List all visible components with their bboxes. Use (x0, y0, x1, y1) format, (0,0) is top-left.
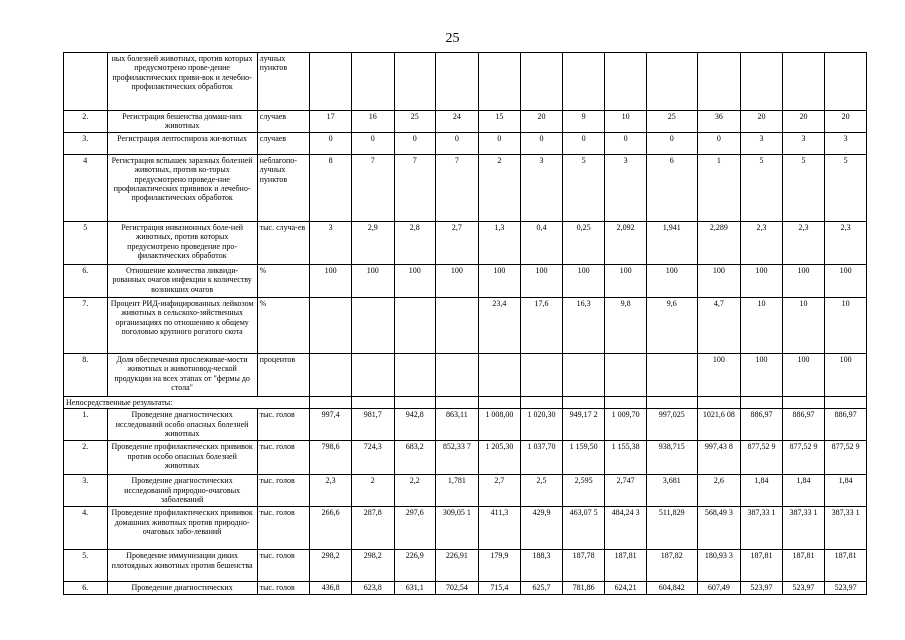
value-cell: 100 (521, 264, 563, 297)
value-cell: 100 (605, 264, 647, 297)
value-cell (351, 53, 394, 111)
value-cell (605, 53, 647, 111)
value-cell: 297,6 (394, 507, 436, 550)
value-cell: 1 008,00 (478, 409, 521, 441)
value-cell (310, 297, 352, 353)
value-cell: 0 (478, 132, 521, 154)
value-cell (478, 53, 521, 111)
value-cell: 0 (394, 132, 436, 154)
value-cell: 5 (741, 154, 783, 221)
value-cell: 3,681 (646, 475, 697, 507)
value-cell: 9 (562, 111, 605, 133)
indicators-table (63, 52, 867, 595)
value-cell: 886,97 (782, 409, 825, 441)
value-cell: 1,941 (646, 221, 697, 264)
value-cell: 36 (697, 111, 741, 133)
table-row (64, 53, 867, 111)
value-cell: 877,52 9 (825, 441, 867, 475)
value-cell: 1 (697, 154, 741, 221)
value-cell: 5 (782, 154, 825, 221)
value-cell: 3 (741, 132, 783, 154)
unit-of-measure: процентов (257, 353, 310, 396)
unit-of-measure: % (257, 297, 310, 353)
value-cell: 0 (697, 132, 741, 154)
value-cell: 2,289 (697, 221, 741, 264)
value-cell: 187,82 (646, 550, 697, 582)
value-cell: 100 (394, 264, 436, 297)
row-number: 7. (64, 297, 108, 353)
value-cell: 187,81 (782, 550, 825, 582)
value-cell: 523,97 (825, 582, 867, 594)
value-cell: 1021,6 08 (697, 409, 741, 441)
value-cell: 1,781 (436, 475, 479, 507)
value-cell: 2,7 (436, 221, 479, 264)
value-cell: 0 (605, 132, 647, 154)
value-cell: 3 (825, 132, 867, 154)
value-cell: 2 (478, 154, 521, 221)
value-cell: 100 (825, 264, 867, 297)
unit-of-measure: % (257, 264, 310, 297)
value-cell: 625,7 (521, 582, 563, 594)
value-cell (394, 53, 436, 111)
row-number: 1. (64, 409, 108, 441)
value-cell: 20 (782, 111, 825, 133)
indicator-name: Регистрация лептоспироза жи-вотных (107, 132, 257, 154)
value-cell (436, 297, 479, 353)
table-row (64, 550, 867, 582)
indicator-name: Проведение диагностических исследований особо опасных болезней животных (107, 409, 257, 441)
value-cell: 100 (741, 264, 783, 297)
value-cell: 781,86 (562, 582, 605, 594)
unit-of-measure: тыс. голов (257, 475, 310, 507)
value-cell: 997,4 (310, 409, 352, 441)
value-cell: 16,3 (562, 297, 605, 353)
value-cell (646, 53, 697, 111)
value-cell: 7 (436, 154, 479, 221)
value-cell: 100 (782, 264, 825, 297)
indicator-name: Регистрация инвазионных боле-ней животных, против которых предусмотрено проведение про-филактических обработок (107, 221, 257, 264)
unit-of-measure: тыс. голов (257, 550, 310, 582)
value-cell (697, 53, 741, 111)
value-cell: 523,97 (782, 582, 825, 594)
table-row (64, 264, 867, 297)
value-cell: 683,2 (394, 441, 436, 475)
table-row (64, 154, 867, 221)
value-cell (562, 353, 605, 396)
value-cell: 10 (605, 111, 647, 133)
value-cell: 715,4 (478, 582, 521, 594)
value-cell (436, 353, 479, 396)
value-cell (521, 53, 563, 111)
table-row (64, 507, 867, 550)
value-cell: 877,52 9 (782, 441, 825, 475)
value-cell: 5 (562, 154, 605, 221)
row-number: 3. (64, 132, 108, 154)
value-cell: 266,6 (310, 507, 352, 550)
value-cell: 100 (646, 264, 697, 297)
value-cell: 100 (697, 353, 741, 396)
value-cell: 2 (351, 475, 394, 507)
value-cell: 886,97 (825, 409, 867, 441)
value-cell: 2,3 (782, 221, 825, 264)
table-row (64, 582, 867, 594)
value-cell: 604,842 (646, 582, 697, 594)
indicator-name: Регистрация вспышек заразных болезней животных, против ко-торых предусмотрено проведе-ние профилактических прививок и лечебно-профилактических обработок (107, 154, 257, 221)
value-cell: 387,33 1 (782, 507, 825, 550)
value-cell (605, 353, 647, 396)
value-cell (394, 353, 436, 396)
value-cell: 100 (562, 264, 605, 297)
value-cell: 9,6 (646, 297, 697, 353)
table-row (64, 221, 867, 264)
value-cell: 100 (351, 264, 394, 297)
row-number: 2. (64, 441, 108, 475)
value-cell: 863,11 (436, 409, 479, 441)
row-number: 8. (64, 353, 108, 396)
row-number: 3. (64, 475, 108, 507)
row-number: 6. (64, 264, 108, 297)
value-cell: 187,78 (562, 550, 605, 582)
indicator-name: Отношение количества ликвиди-рованных очагов инфекции к количеству возникших очагов (107, 264, 257, 297)
value-cell: 0 (436, 132, 479, 154)
value-cell: 298,2 (351, 550, 394, 582)
table-cell-empty (436, 396, 479, 408)
value-cell: 16 (351, 111, 394, 133)
table-row (64, 396, 867, 408)
value-cell: 877,52 9 (741, 441, 783, 475)
unit-of-measure: тыс. голов (257, 582, 310, 594)
table-cell-empty (605, 396, 647, 408)
table-row (64, 475, 867, 507)
value-cell: 2,6 (697, 475, 741, 507)
value-cell: 949,17 2 (562, 409, 605, 441)
value-cell: 3 (310, 221, 352, 264)
table-cell-empty (521, 396, 563, 408)
value-cell: 3 (521, 154, 563, 221)
unit-of-measure: случаев (257, 111, 310, 133)
unit-of-measure: случаев (257, 132, 310, 154)
value-cell: 942,8 (394, 409, 436, 441)
indicator-name: Проведение профилактических прививок против особо опасных болезней животных (107, 441, 257, 475)
row-number: 4 (64, 154, 108, 221)
value-cell: 180,93 3 (697, 550, 741, 582)
value-cell: 607,49 (697, 582, 741, 594)
table-cell-empty (478, 396, 521, 408)
value-cell: 7 (351, 154, 394, 221)
value-cell: 100 (825, 353, 867, 396)
table-cell-empty (697, 396, 741, 408)
table-row (64, 297, 867, 353)
indicator-name: Регистрация бешенства домаш-них животных (107, 111, 257, 133)
value-cell: 852,33 7 (436, 441, 479, 475)
unit-of-measure: тыс. голов (257, 409, 310, 441)
value-cell: 1 205,30 (478, 441, 521, 475)
row-number: 2. (64, 111, 108, 133)
value-cell: 0,4 (521, 221, 563, 264)
indicator-name: Проведение диагностических исследований природно-очаговых заболеваний (107, 475, 257, 507)
value-cell: 100 (697, 264, 741, 297)
value-cell: 3 (782, 132, 825, 154)
value-cell: 2,092 (605, 221, 647, 264)
value-cell: 511,829 (646, 507, 697, 550)
value-cell: 997,43 8 (697, 441, 741, 475)
section-heading: Непосредственные результаты: (64, 396, 310, 408)
value-cell: 2,3 (825, 221, 867, 264)
table-cell-empty (351, 396, 394, 408)
value-cell: 1 155,38 (605, 441, 647, 475)
value-cell (825, 53, 867, 111)
value-cell: 1 009,70 (605, 409, 647, 441)
indicator-name: Процент РИД-инфицированных лейкозом животных в сельскохо-зяйственных организациях по отношению к общему поголовью крупного рогатого скота (107, 297, 257, 353)
value-cell: 100 (741, 353, 783, 396)
unit-of-measure: лучных пунктов (257, 53, 310, 111)
value-cell: 2,8 (394, 221, 436, 264)
value-cell (521, 353, 563, 396)
value-cell: 100 (782, 353, 825, 396)
value-cell: 0 (351, 132, 394, 154)
value-cell: 411,3 (478, 507, 521, 550)
indicator-name: Проведение профилактических прививок домашних животных против природно-очаговых забо-леваний (107, 507, 257, 550)
value-cell: 100 (310, 264, 352, 297)
value-cell: 2,3 (741, 221, 783, 264)
indicator-name: Доля обеспечения прослеживае-мости животных и животновод-ческой продукции на всех этапах от "фермы до стола" (107, 353, 257, 396)
value-cell: 798,6 (310, 441, 352, 475)
value-cell: 10 (782, 297, 825, 353)
value-cell (310, 353, 352, 396)
value-cell: 7 (394, 154, 436, 221)
value-cell: 387,33 1 (741, 507, 783, 550)
value-cell: 631,1 (394, 582, 436, 594)
value-cell: 309,05 1 (436, 507, 479, 550)
value-cell: 624,21 (605, 582, 647, 594)
value-cell: 1,84 (782, 475, 825, 507)
value-cell (646, 353, 697, 396)
value-cell (351, 297, 394, 353)
value-cell: 298,2 (310, 550, 352, 582)
table-cell-empty (825, 396, 867, 408)
value-cell: 0 (562, 132, 605, 154)
value-cell: 1,3 (478, 221, 521, 264)
value-cell: 2,5 (521, 475, 563, 507)
value-cell (310, 53, 352, 111)
indicator-name: ных болезней животных, против которых предусмотрено прове-дение профилактических приви-вок и лечебно-профилактических обработок (107, 53, 257, 111)
value-cell: 484,24 3 (605, 507, 647, 550)
value-cell: 17 (310, 111, 352, 133)
value-cell: 1,84 (825, 475, 867, 507)
value-cell: 436,8 (310, 582, 352, 594)
value-cell: 1 159,50 (562, 441, 605, 475)
value-cell: 100 (436, 264, 479, 297)
value-cell: 2,747 (605, 475, 647, 507)
value-cell: 287,8 (351, 507, 394, 550)
table-cell-empty (741, 396, 783, 408)
value-cell: 179,9 (478, 550, 521, 582)
value-cell: 0 (310, 132, 352, 154)
value-cell: 5 (825, 154, 867, 221)
value-cell: 0 (646, 132, 697, 154)
value-cell: 226,9 (394, 550, 436, 582)
value-cell: 25 (394, 111, 436, 133)
value-cell: 20 (521, 111, 563, 133)
value-cell: 226,91 (436, 550, 479, 582)
table-cell-empty (562, 396, 605, 408)
value-cell: 15 (478, 111, 521, 133)
unit-of-measure: тыс. случа-ев (257, 221, 310, 264)
row-number: 5 (64, 221, 108, 264)
table-row (64, 132, 867, 154)
table-cell-empty (310, 396, 352, 408)
value-cell: 463,07 5 (562, 507, 605, 550)
value-cell: 1,84 (741, 475, 783, 507)
value-cell: 100 (478, 264, 521, 297)
indicator-name: Проведение диагностических (107, 582, 257, 594)
value-cell: 387,33 1 (825, 507, 867, 550)
table-cell-empty (394, 396, 436, 408)
value-cell: 188,3 (521, 550, 563, 582)
value-cell: 1 037,70 (521, 441, 563, 475)
value-cell: 886,97 (741, 409, 783, 441)
value-cell: 20 (741, 111, 783, 133)
value-cell (394, 297, 436, 353)
value-cell (782, 53, 825, 111)
table-cell-empty (646, 396, 697, 408)
value-cell: 8 (310, 154, 352, 221)
row-number: 6. (64, 582, 108, 594)
value-cell: 2,595 (562, 475, 605, 507)
value-cell: 2,3 (310, 475, 352, 507)
value-cell: 1 020,30 (521, 409, 563, 441)
value-cell: 523,97 (741, 582, 783, 594)
value-cell: 23,4 (478, 297, 521, 353)
value-cell: 997,025 (646, 409, 697, 441)
value-cell: 568,49 3 (697, 507, 741, 550)
value-cell: 9,8 (605, 297, 647, 353)
page-number: 25 (445, 31, 460, 46)
value-cell: 187,81 (605, 550, 647, 582)
unit-of-measure: тыс. голов (257, 441, 310, 475)
value-cell (436, 53, 479, 111)
value-cell: 0 (521, 132, 563, 154)
value-cell: 10 (741, 297, 783, 353)
value-cell (351, 353, 394, 396)
indicator-name: Проведение иммунизации диких плотоядных животных против бешенства (107, 550, 257, 582)
value-cell: 25 (646, 111, 697, 133)
row-number: 5. (64, 550, 108, 582)
value-cell: 623,8 (351, 582, 394, 594)
value-cell: 24 (436, 111, 479, 133)
row-number: 4. (64, 507, 108, 550)
table-row (64, 353, 867, 396)
value-cell (562, 53, 605, 111)
table-row (64, 409, 867, 441)
value-cell: 0,25 (562, 221, 605, 264)
value-cell: 6 (646, 154, 697, 221)
value-cell: 2,9 (351, 221, 394, 264)
value-cell: 4,7 (697, 297, 741, 353)
value-cell (478, 353, 521, 396)
table-cell-empty (782, 396, 825, 408)
value-cell: 187,81 (741, 550, 783, 582)
value-cell: 2,2 (394, 475, 436, 507)
table-row (64, 441, 867, 475)
value-cell: 981,7 (351, 409, 394, 441)
value-cell (741, 53, 783, 111)
value-cell: 20 (825, 111, 867, 133)
table-row (64, 111, 867, 133)
value-cell: 10 (825, 297, 867, 353)
value-cell: 702,54 (436, 582, 479, 594)
row-number (64, 53, 108, 111)
value-cell: 938,715 (646, 441, 697, 475)
value-cell: 429,9 (521, 507, 563, 550)
value-cell: 724,3 (351, 441, 394, 475)
value-cell: 17,6 (521, 297, 563, 353)
unit-of-measure: тыс. голов (257, 507, 310, 550)
value-cell: 2,7 (478, 475, 521, 507)
value-cell: 187,81 (825, 550, 867, 582)
value-cell: 3 (605, 154, 647, 221)
unit-of-measure: неблагопо-лучных пунктов (257, 154, 310, 221)
